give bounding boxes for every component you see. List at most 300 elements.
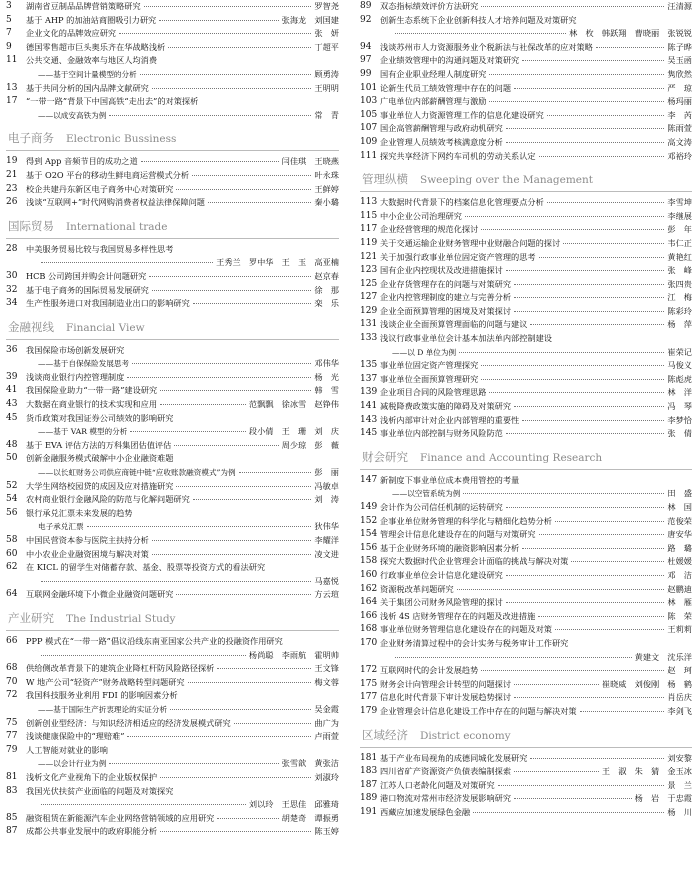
toc-entry[interactable] <box>360 82 692 96</box>
page-number: 70 <box>6 676 18 687</box>
entry-title: 企业文化的品牌效应研究 <box>26 28 117 39</box>
entry-title: 浅谈企业全面预算管理面临的问题与建议 <box>380 319 528 330</box>
dot-leader <box>547 202 665 203</box>
toc-entry[interactable] <box>360 569 692 583</box>
dot-leader <box>473 812 664 813</box>
section-heading <box>6 212 339 239</box>
page-number <box>6 68 26 82</box>
dot-leader <box>463 493 664 494</box>
entry-subtitle: ——以 D 单位为例 <box>392 347 457 357</box>
page-number: 127 <box>360 292 378 303</box>
toc-entry[interactable] <box>6 744 339 758</box>
entry-title: 四川省矿产资源资产负债表编制探索 <box>380 766 512 777</box>
toc-entry[interactable] <box>360 555 692 569</box>
entry-author: 肖岳庆 <box>667 692 692 703</box>
toc-entry-continuation[interactable] <box>6 649 339 663</box>
page-number: 129 <box>360 305 378 316</box>
toc-entry[interactable] <box>6 398 339 412</box>
entry-title: 浅谈“互联网+”时代网购消费者权益法律保障问题 <box>26 197 205 208</box>
toc-entry[interactable] <box>6 243 339 257</box>
dot-leader <box>596 47 665 48</box>
dot-leader <box>514 697 664 698</box>
toc-entry[interactable] <box>360 542 692 556</box>
toc-entry[interactable] <box>360 779 692 793</box>
toc-entry[interactable] <box>360 14 692 28</box>
toc-entry[interactable] <box>360 237 692 251</box>
entry-author: 杨 光 <box>314 371 339 382</box>
page-number: 99 <box>360 68 372 79</box>
toc-entry-continuation[interactable] <box>6 575 339 589</box>
entry-author: 狄伟华 <box>314 521 339 532</box>
toc-entry[interactable] <box>360 150 692 164</box>
toc-entry-continuation[interactable] <box>360 346 692 360</box>
section-heading <box>6 604 339 631</box>
dot-leader <box>489 74 664 75</box>
section-title: 产业研究 <box>8 610 54 625</box>
toc-entry-continuation[interactable] <box>6 425 339 439</box>
page-number: 181 <box>360 752 378 763</box>
entry-author: 唐安华 <box>667 529 692 540</box>
entry-author: 徐 那 <box>314 284 339 295</box>
page-number: 133 <box>360 333 378 344</box>
entry-author: 曲广为 <box>314 717 339 728</box>
toc-entry[interactable] <box>6 0 339 14</box>
entry-author: 杨 川 <box>667 806 692 817</box>
toc-entry[interactable] <box>360 359 692 373</box>
entry-title: 我国保险业助力“一带一路”建设研究 <box>26 385 158 396</box>
entry-author: 马嘉悦 <box>314 575 339 586</box>
dot-leader <box>140 74 312 75</box>
toc-entry[interactable] <box>360 41 692 55</box>
page-number: 160 <box>360 569 378 580</box>
section-title-english: Financial View <box>66 321 145 334</box>
page-number: 13 <box>6 82 18 93</box>
entry-author: 崔晓威 刘俊刚 杨 鹤 <box>601 678 692 689</box>
toc-entry[interactable] <box>6 717 339 731</box>
page-number: 32 <box>6 284 18 295</box>
toc-entry[interactable] <box>360 122 692 136</box>
toc-entry[interactable] <box>6 534 339 548</box>
dot-leader <box>132 363 311 364</box>
toc-entry[interactable] <box>6 493 339 507</box>
dot-leader <box>514 684 599 685</box>
toc-entry[interactable] <box>360 610 692 624</box>
toc-entry[interactable] <box>6 27 339 41</box>
toc-entry-continuation[interactable] <box>360 27 692 41</box>
entry-author: 栾 乐 <box>314 298 339 309</box>
entry-author: 凌文进 <box>314 548 339 559</box>
toc-entry[interactable] <box>6 452 339 466</box>
dot-leader <box>144 6 312 7</box>
page-number: 87 <box>6 826 18 837</box>
entry-author: 张 倩 <box>667 428 692 439</box>
entry-title: 人工智能对就业的影响 <box>26 744 108 755</box>
entry-author: 张雪歆 黄张洁 <box>281 758 339 769</box>
dot-leader <box>514 284 664 285</box>
dot-leader <box>217 818 278 819</box>
entry-title: 事业单位内部控制与财务风险防范 <box>380 428 503 439</box>
dot-leader <box>457 589 665 590</box>
entry-title: 资源税改革问题研究 <box>380 583 454 594</box>
toc-entry[interactable] <box>360 792 692 806</box>
page-number: 121 <box>360 251 378 262</box>
toc-entry[interactable] <box>360 678 692 692</box>
page-number: 5 <box>6 14 12 25</box>
page-number <box>360 487 380 501</box>
page-number: 156 <box>360 542 378 553</box>
page-number: 107 <box>360 123 378 134</box>
entry-title: 基于企业财务环境的融资影响因素分析 <box>380 542 520 553</box>
page-number: 83 <box>6 785 18 796</box>
page-number: 21 <box>6 169 18 180</box>
page-number: 191 <box>360 806 378 817</box>
toc-entry[interactable] <box>6 14 339 28</box>
entry-author: 丁超平 <box>314 41 339 52</box>
section-title: 财会研究 <box>362 449 408 464</box>
toc-entry[interactable] <box>360 515 692 529</box>
toc-entry[interactable] <box>360 305 692 319</box>
page-number: 85 <box>6 812 18 823</box>
dot-leader <box>506 128 665 129</box>
toc-entry[interactable] <box>360 501 692 515</box>
page-number: 189 <box>360 793 378 804</box>
dot-leader <box>522 60 664 61</box>
section-title: 电子商务 <box>8 131 54 146</box>
dot-leader <box>127 377 311 378</box>
section-heading <box>360 443 692 470</box>
dot-leader <box>514 798 632 799</box>
toc-entry-continuation[interactable] <box>6 466 339 480</box>
dot-leader <box>217 668 311 669</box>
entry-author: 景 兰 <box>667 779 692 790</box>
toc-entry[interactable] <box>360 278 692 292</box>
entry-title: 基于 O2O 平台的移动生鲜电商运营模式分析 <box>26 169 190 180</box>
toc-entry[interactable] <box>360 386 692 400</box>
toc-entry[interactable] <box>6 412 339 426</box>
dot-leader <box>188 682 312 683</box>
toc-entry[interactable] <box>360 765 692 779</box>
toc-entry[interactable] <box>6 297 339 311</box>
toc-entry[interactable] <box>360 583 692 597</box>
section-title: 区域经济 <box>362 727 408 742</box>
page-number <box>360 651 380 665</box>
page-number: 66 <box>6 635 18 646</box>
page-number: 75 <box>6 717 18 728</box>
dot-leader <box>176 486 311 487</box>
toc-entry[interactable] <box>360 291 692 305</box>
page-number: 81 <box>6 771 18 782</box>
toc-entry[interactable] <box>6 588 339 602</box>
toc-entry[interactable] <box>6 344 339 358</box>
toc-entry[interactable] <box>6 284 339 298</box>
dot-leader <box>239 472 312 473</box>
toc-entry[interactable] <box>6 548 339 562</box>
page-number: 9 <box>6 41 12 52</box>
page-number: 7 <box>6 28 12 39</box>
entry-author: 冯敏卓 <box>314 480 339 491</box>
toc-entry[interactable] <box>6 82 339 96</box>
toc-entry-continuation[interactable] <box>360 651 692 665</box>
dot-leader <box>538 616 664 617</box>
toc-entry[interactable] <box>6 730 339 744</box>
toc-entry[interactable] <box>360 806 692 820</box>
entry-title: 企业绩效管理中的沟通问题及对策研究 <box>380 55 520 66</box>
toc-entry[interactable] <box>360 318 692 332</box>
toc-entry[interactable] <box>360 400 692 414</box>
entry-title: 关于集团公司财务风险管理的探讨 <box>380 597 503 608</box>
toc-entry[interactable] <box>6 480 339 494</box>
entry-title: 西藏应加速发展绿色金融 <box>380 806 471 817</box>
dot-leader <box>506 270 665 271</box>
toc-entry[interactable] <box>360 528 692 542</box>
page-number: 162 <box>360 583 378 594</box>
toc-entry-continuation[interactable] <box>6 757 339 771</box>
toc-entry[interactable] <box>360 0 692 14</box>
entry-subtitle: ——基于空间计量模型的分析 <box>38 69 137 79</box>
page-number: 168 <box>360 624 378 635</box>
entry-subtitle: ——基于 VAR 模型的分析 <box>38 427 128 437</box>
page-number: 97 <box>360 55 372 66</box>
entry-author: 李继展 <box>667 210 692 221</box>
page-number: 17 <box>6 96 18 107</box>
entry-title: 浅析文化产业视角下的企业版权保护 <box>26 771 158 782</box>
entry-author: 常 青 <box>314 109 339 120</box>
entry-title: 中小企业公司治理研究 <box>380 210 462 221</box>
entry-author: 严 琼 <box>667 82 692 93</box>
toc-entry[interactable] <box>6 196 339 210</box>
entry-title: 会计作为公司信任机制的运转研究 <box>380 502 503 512</box>
entry-author: 张 妍 <box>314 28 339 39</box>
entry-title: 公共交通、金融效率与地区人均消费 <box>26 55 158 66</box>
entry-author: 陈彩玲 <box>667 305 692 316</box>
toc-entry[interactable] <box>6 95 339 109</box>
toc-entry[interactable] <box>6 785 339 799</box>
entry-author: 刘淑玲 <box>314 771 339 782</box>
toc-entry[interactable] <box>360 223 692 237</box>
page-number <box>6 649 26 663</box>
toc-entry[interactable] <box>6 384 339 398</box>
toc-entry[interactable] <box>360 373 692 387</box>
toc-entry[interactable] <box>6 54 339 68</box>
toc-entry[interactable] <box>360 264 692 278</box>
dot-leader <box>176 594 311 595</box>
page-number: 139 <box>360 387 378 398</box>
toc-entry[interactable] <box>360 332 692 346</box>
page-number: 125 <box>360 278 378 289</box>
entry-title: 互联网时代的会计发展趋势 <box>380 665 479 676</box>
entry-title: 德国零售超市巨头奥乐齐在华战略浅析 <box>26 41 166 52</box>
entry-title: 论新生代员工绩效管理中存在的问题 <box>380 82 512 93</box>
entry-title: HCB 公司跨国并购会计问题研究 <box>26 270 147 281</box>
page-number: 43 <box>6 399 18 410</box>
toc-entry[interactable] <box>360 623 692 637</box>
toc-entry-continuation[interactable] <box>6 798 339 812</box>
dot-leader <box>580 711 665 712</box>
dot-leader <box>506 142 665 143</box>
toc-entry[interactable] <box>6 812 339 826</box>
dot-leader <box>168 47 311 48</box>
entry-title: 港口物流对常州市经济发展影响研究 <box>380 793 512 804</box>
entry-title: 基于电子商务的国际贸易发展研究 <box>26 284 149 295</box>
entry-author: 王文锋 <box>314 663 339 674</box>
entry-title: 成都公共事业发展中的政府职能分析 <box>26 826 158 837</box>
page-number: 45 <box>6 412 18 423</box>
toc-entry[interactable] <box>6 507 339 521</box>
page-number: 26 <box>6 197 18 208</box>
entry-author: 林 国 <box>667 502 692 512</box>
page-number <box>6 109 26 123</box>
toc-entry[interactable] <box>360 427 692 441</box>
toc-entry[interactable] <box>360 705 692 719</box>
page-number: 147 <box>360 474 378 485</box>
toc-entry[interactable] <box>6 183 339 197</box>
toc-entry-continuation[interactable] <box>6 703 339 717</box>
entry-author: 周少琼 彭 薇 <box>281 439 339 450</box>
dot-leader <box>498 785 665 786</box>
dot-leader <box>514 88 664 89</box>
entry-author: 马俊义 <box>667 360 692 371</box>
toc-entry-continuation[interactable] <box>6 357 339 371</box>
dot-leader <box>152 540 312 541</box>
dot-leader <box>481 379 664 380</box>
entry-title: 企业管理会计信息化建设工作中存在的问题与解决对策 <box>380 705 577 716</box>
entry-author: 林 枚 韩跃翔 曹晓丽 张锐锐 <box>569 28 692 39</box>
entry-title: 探究共享经济下网约车司机的劳动关系认定 <box>380 150 536 161</box>
entry-author: 张 峰 <box>667 265 692 276</box>
page-number: 123 <box>360 265 378 276</box>
entry-author: 李耀洋 <box>314 535 339 545</box>
section-title-english: International trade <box>66 220 168 233</box>
page-number: 154 <box>360 529 378 540</box>
page-number: 103 <box>360 96 378 107</box>
toc-entry[interactable] <box>6 439 339 453</box>
toc-entry[interactable] <box>6 662 339 676</box>
toc-entry[interactable] <box>6 635 339 649</box>
toc-entry[interactable] <box>360 136 692 150</box>
toc-entry[interactable] <box>360 664 692 678</box>
entry-author: 田 盛 <box>667 488 692 499</box>
entry-title: 创新生态系统下企业创新科技人才培养问题及对策研究 <box>380 14 577 25</box>
entry-title: 管理会计信息化建设存在的问题与对策研究 <box>380 529 536 540</box>
page-number: 94 <box>360 41 372 52</box>
dot-leader <box>160 404 246 405</box>
toc-entry[interactable] <box>360 414 692 428</box>
page-number: 39 <box>6 371 18 382</box>
entry-author: 林 雁 <box>667 597 692 608</box>
toc-entry[interactable] <box>6 155 339 169</box>
toc-entry[interactable] <box>6 771 339 785</box>
entry-author: 邓伟华 <box>314 358 339 369</box>
toc-entry[interactable] <box>360 196 692 210</box>
entry-title: 银行承兑汇票未来发展的趋势 <box>26 507 133 518</box>
entry-title: 国企高管薪酬管理与政府动机研究 <box>380 123 503 134</box>
entry-author: 秦小璐 <box>314 197 339 208</box>
dot-leader <box>208 202 311 203</box>
page-number <box>6 357 26 371</box>
toc-entry[interactable] <box>6 676 339 690</box>
entry-author: 冯 琴 <box>667 401 692 412</box>
entry-title: 中国民营资本参与医院主扶持分析 <box>26 535 149 545</box>
page-number: 89 <box>360 1 372 11</box>
toc-entry-continuation[interactable] <box>6 520 339 534</box>
toc-entry[interactable] <box>360 109 692 123</box>
entry-author: 王秀兰 罗中华 王 玉 高亚楠 <box>216 257 339 268</box>
page-number: 60 <box>6 548 18 559</box>
entry-author: 黄艳红 <box>667 251 692 262</box>
dot-leader <box>555 521 664 522</box>
toc-entry[interactable] <box>6 371 339 385</box>
entry-author: 卢雨萱 <box>314 731 339 742</box>
toc-entry[interactable] <box>360 596 692 610</box>
toc-entry[interactable] <box>360 95 692 109</box>
entry-author: 陈子晔 <box>667 41 692 52</box>
entry-title: 企业存货管理存在的问题与对策研究 <box>380 278 512 289</box>
toc-entry[interactable] <box>360 691 692 705</box>
toc-entry[interactable] <box>360 474 692 488</box>
toc-entry-continuation[interactable] <box>360 487 692 501</box>
dot-leader <box>481 6 664 7</box>
toc-entry[interactable] <box>360 210 692 224</box>
toc-entry[interactable] <box>6 270 339 284</box>
page-number: 115 <box>360 210 378 221</box>
toc-entry[interactable] <box>360 637 692 651</box>
entry-title: 企业经营管理的规范化探讨 <box>380 224 479 235</box>
toc-entry[interactable] <box>360 68 692 82</box>
toc-entry[interactable] <box>6 689 339 703</box>
toc-entry[interactable] <box>6 561 339 575</box>
toc-entry[interactable] <box>360 251 692 265</box>
toc-entry[interactable] <box>360 752 692 766</box>
entry-author: 崔荣记 <box>667 346 692 357</box>
page-number: 113 <box>360 197 378 208</box>
dot-leader <box>193 303 312 304</box>
toc-entry-continuation[interactable] <box>6 68 339 82</box>
toc-entry[interactable] <box>6 41 339 55</box>
toc-entry-continuation[interactable] <box>6 109 339 123</box>
entry-author: 叶永珠 <box>314 169 339 180</box>
page-number: 179 <box>360 705 378 716</box>
dot-leader <box>506 507 665 508</box>
dot-leader <box>141 161 279 162</box>
page-number: 158 <box>360 556 378 567</box>
entry-author: 范俊荣 <box>667 515 692 526</box>
toc-entry[interactable] <box>360 54 692 68</box>
dot-leader <box>87 526 312 527</box>
dot-leader <box>193 499 312 500</box>
entry-author: 邓裕玲 <box>667 150 692 161</box>
toc-entry-continuation[interactable] <box>6 256 339 270</box>
page-number: 170 <box>360 637 378 648</box>
entry-title: 基于 AHP 的加油站商圈吸引力研究 <box>26 14 157 25</box>
entry-title: 财务会计向管理会计转型的问题探讨 <box>380 678 512 689</box>
entry-title: 我国光伏扶贫产业面临的问题及对策探究 <box>26 785 174 796</box>
toc-entry[interactable] <box>6 825 339 839</box>
toc-entry[interactable] <box>6 169 339 183</box>
entry-title: 基于产业布局视角的成德同城化发展研究 <box>380 752 528 763</box>
entry-title: 行政事业单位会计信息化建设研究 <box>380 569 503 580</box>
dot-leader <box>530 324 664 325</box>
entry-title: 广电单位内部薪酬管理与激励 <box>380 96 487 107</box>
dot-leader <box>395 657 632 658</box>
section-heading <box>6 313 339 340</box>
entry-title: 探究大数据时代企业管理会计面临的挑战与解决对策 <box>380 556 569 567</box>
dot-leader <box>127 736 311 737</box>
dot-leader <box>160 390 311 391</box>
entry-author: 赵京春 <box>314 270 339 281</box>
entry-author: 王明明 <box>314 82 339 93</box>
entry-author: 杜媛媛 <box>667 556 692 567</box>
page-number: 119 <box>360 237 378 248</box>
